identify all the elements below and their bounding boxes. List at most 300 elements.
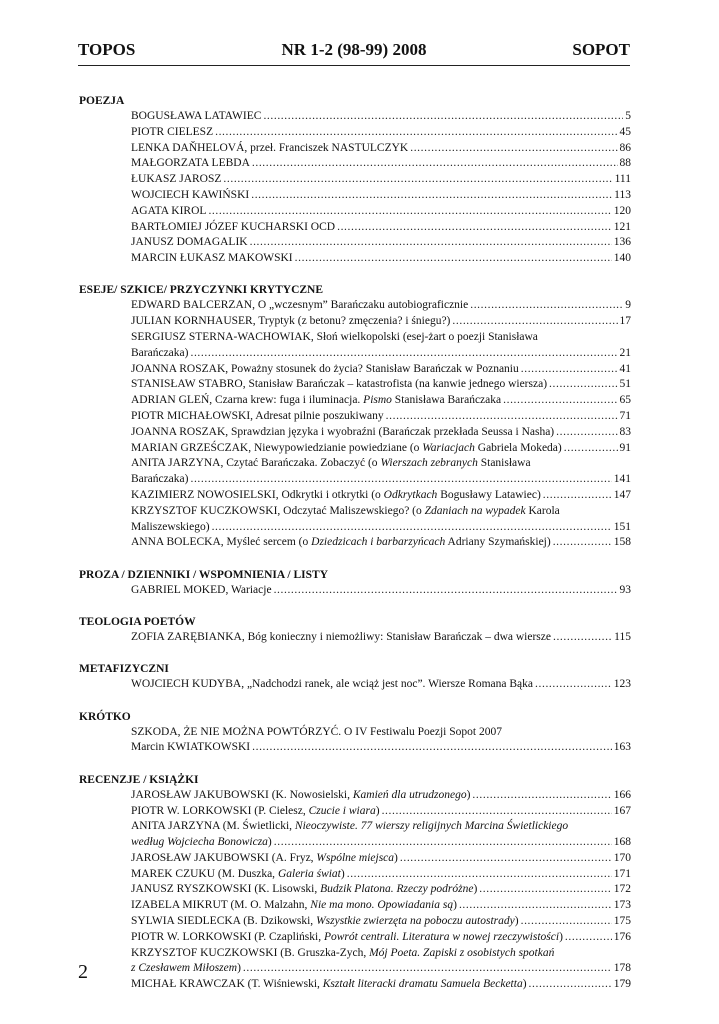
dot-leader [503,393,617,409]
entry-text-part: EDWARD BALCERZAN, O „wczesnym” Barańczaku autobiograficznie [131,299,469,312]
entry-page-number: 83 [619,425,631,438]
entry-text [131,298,468,314]
toc-section [0,93,719,267]
entry-italic-title: Kształt literacki dramatu Samuela Becketta [322,978,523,991]
toc-entry-line [131,819,631,835]
section-title: RECENZJE / KSIĄŻKI [79,773,199,786]
entry-text [131,804,380,820]
entry-page-number: 166 [613,788,631,801]
entry-text [131,535,551,551]
entry-text-part: Stanisława [477,457,531,470]
toc-entry [131,251,631,267]
dot-leader [337,220,612,236]
toc-entry-line [131,409,631,425]
entry-text-part: Adriany Szymańskiej) [445,536,551,549]
toc-section [0,567,719,599]
entry-text [131,330,538,346]
entry-text [131,125,213,141]
toc-entry [131,425,631,441]
dot-leader [208,204,611,220]
entry-text [131,630,551,646]
toc-entry [131,867,631,883]
toc-entry-line [131,977,631,993]
entry-italic-title: Mój Poeta. Zapiski z osobistych spotkań [369,946,555,959]
entry-text-part: Barańczaka) [131,346,189,359]
entry-page-number: 65 [619,394,631,407]
toc-entry [131,156,631,172]
entry-text [131,204,206,220]
running-header [78,40,630,62]
entry-text-part: BOGUSŁAWA LATAWIEC [131,110,262,122]
dot-leader [529,977,612,993]
dot-leader [400,851,612,867]
toc-entry-line [131,393,631,409]
entry-text [131,409,384,425]
entry-text [131,677,533,693]
entry-text [131,251,293,267]
entry-text [131,235,248,251]
entry-text-part: ) [522,978,527,991]
toc-entry-line [131,914,631,930]
toc-entry [131,851,631,867]
toc-entry [131,788,631,804]
entry-text-part: Maliszewskiego) [131,520,210,533]
entry-text-part: STANISŁAW STABRO, Stanisław Barańczak – katastrofista (na kanwie jednego wiersza) [131,378,548,391]
entry-text-part: WOJCIECH KUDYBA, „Nadchodzi ranek, ale wciąż jest noc”. Wiersze Romana Bąka [131,678,534,691]
toc-entry-line [131,188,631,204]
entry-text-part: ) [453,899,457,912]
section-title: POEZJA [79,95,125,107]
toc-entry [131,914,631,930]
entry-text-part: Stanisława Barańczaka [391,394,502,407]
dot-leader [386,409,618,425]
toc-entry-line [131,456,631,472]
entry-page-number: 91 [619,441,631,454]
dot-leader [553,630,612,646]
entry-italic-title: Powrót centrali. Literatura w nowej rzeczywistości [323,930,560,943]
dot-leader [251,188,612,204]
entry-page-number: 115 [614,631,631,644]
entry-page-number: 172 [613,883,631,896]
section-title: TEOLOGIA POETÓW [79,616,196,629]
entry-text-part: LENKA DAŇHELOVÁ, przeł. Franciszek NASTULCZYK [131,141,409,154]
entry-text-part: ANITA JARZYNA, Czytać Barańczaka. Zobaczyć (o [131,457,381,470]
entry-text-part: WOJCIECH KAWIŃSKI [131,188,250,201]
toc-entry [131,819,631,851]
entry-page-number: 41 [619,362,631,375]
entry-text [131,425,554,441]
entry-text-part: SZKODA, ŻE NIE MOŻNA POWTÓRZYĆ. O IV Festiwalu Poezji Sopot 2007 [131,725,502,738]
entry-text [131,346,188,362]
entry-text [131,851,398,867]
toc-entry [131,377,631,393]
entry-text [131,835,272,851]
entry-text [131,977,527,993]
entry-text-part: MICHAŁ KRAWCZAK (T. Wiśniewski, [131,978,323,991]
entry-text [131,472,188,488]
dot-leader [553,535,612,551]
entry-text-part: Barańczaka) [131,473,189,486]
toc-entry-line [131,930,631,946]
entry-page-number: 111 [614,173,631,186]
entry-text-part: GABRIEL MOKED, Wariacje [131,583,272,596]
entry-text [131,188,249,204]
entry-text-part: JOANNA ROSZAK, Sprawdzian języka i wyobraźni (Barańczak przekłada Seussa i Nasha) [131,425,555,438]
entry-page-number: 173 [613,899,631,912]
toc-entry-line [131,377,631,393]
entry-text-part: JANUSZ DOMAGALIK [131,236,248,249]
entry-page-number: 17 [619,315,631,328]
entry-text [131,220,335,236]
entry-text-part: ) [375,804,380,817]
entry-text-part: JAROSŁAW JAKUBOWSKI (K. Nowosielski, [131,788,353,801]
toc-entry [131,946,631,978]
entry-page-number: 88 [619,157,631,170]
entry-italic-title: Odkrytkach [383,489,438,502]
toc-entry [131,220,631,236]
entry-page-number: 93 [619,583,631,596]
toc-entry-line [131,504,631,520]
entry-text [131,377,547,393]
dot-leader [274,835,612,851]
entry-text [131,819,568,835]
toc-entry [131,535,631,551]
toc-entry [131,725,631,757]
toc-entry [131,583,631,599]
dot-leader [212,520,612,536]
entry-text-part: JAROSŁAW JAKUBOWSKI (A. Fryz, [131,851,317,864]
entry-text-part: ZOFIA ZARĘBIANKA, Bóg konieczny i niemożliwy: Stanisław Barańczak – dwa wiersze [131,631,551,644]
toc-entry [131,172,631,188]
toc-entry-line [131,204,631,220]
toc-entry [131,235,631,251]
toc-entry-line [131,804,631,820]
entry-page-number: 171 [613,867,631,880]
entry-italic-title: Czucie i wiara [308,804,376,817]
toc-entry [131,630,631,646]
entry-text [131,141,408,157]
entry-text-part: MARCIN ŁUKASZ MAKOWSKI [131,252,293,265]
entry-text [131,362,519,378]
toc-entry-line [131,630,631,646]
dot-leader [223,172,612,188]
entry-page-number: 120 [613,204,631,217]
entry-text-part: Gabriela Mokeda) [474,441,562,454]
entry-text-part: ) [473,883,478,896]
toc-entry-line [131,851,631,867]
entry-text [131,441,562,457]
entry-text-part: ) [237,962,241,975]
toc-section [0,282,719,551]
table-of-contents [0,93,719,993]
entry-italic-title: z Czesławem Miłoszem [131,962,238,975]
toc-entry-line [131,898,631,914]
toc-entry [131,298,631,314]
entry-page-number: 163 [613,741,631,754]
toc-entry-line [131,125,631,141]
dot-leader [472,788,611,804]
toc-entry-line [131,314,631,330]
dot-leader [243,961,612,977]
toc-entry-line [131,835,631,851]
toc-entry [131,456,631,488]
dot-leader [252,740,612,756]
toc-section [0,772,719,993]
dot-leader [543,488,612,504]
entry-text-part: ANNA BOLECKA, Myśleć sercem (o [131,536,312,549]
entry-text [131,914,519,930]
entry-page-number: 178 [613,962,631,975]
dot-leader [521,362,618,378]
entry-text-part: JOANNA ROSZAK, Poważny stosunek do życia? Stanisław Barańczak w Poznaniu [131,362,519,375]
dot-leader [263,109,623,125]
toc-entry-line [131,788,631,804]
entry-italic-title: Wierszach zebranych [380,457,478,470]
entry-page-number: 168 [613,836,631,849]
toc-entry [131,977,631,993]
entry-text-part: KAZIMIERZ NOWOSIELSKI, Odkrytki i otkrytki (o [131,489,384,502]
toc-entry-line [131,235,631,251]
toc-entry-line [131,725,631,741]
toc-entry-line [131,472,631,488]
entry-text-part: IZABELA MIKRUT (M. O. Malzahn, [131,899,311,912]
entry-page-number: 45 [619,125,631,138]
toc-entry-line [131,156,631,172]
entry-text [131,314,450,330]
toc-entry [131,804,631,820]
toc-entry-line [131,362,631,378]
entry-italic-title: Zdaniach na wypadek [424,504,526,517]
entry-page-number: 136 [613,236,631,249]
toc-section [0,661,719,693]
toc-entry [131,409,631,425]
toc-entry-line [131,251,631,267]
entry-italic-title: Dziedzicach i barbarzyńcach [311,536,446,549]
entry-page-number: 141 [613,473,631,486]
toc-entry-line [131,961,631,977]
entry-italic-title: Budzik Platona. Rzeczy podróżne [320,883,474,896]
toc-entry-line [131,172,631,188]
toc-entry [131,109,631,125]
section-title: PROZA / DZIENNIKI / WSPOMNIENIA / LISTY [79,568,329,581]
dot-leader [470,298,623,314]
entry-page-number: 113 [614,188,631,201]
section-title: KRÓTKO [79,710,131,723]
entry-text-part: JANUSZ RYSZKOWSKI (K. Lisowski, [131,883,321,896]
toc-entry-line [131,740,631,756]
toc-entry [131,330,631,362]
entry-text-part: ) [466,788,471,801]
entry-page-number: 140 [613,252,631,265]
toc-section [0,614,719,646]
entry-text-part: SERGIUSZ STERNA-WACHOWIAK, Słoń wielkopolski (esej-żart o poezji Stanisława [131,331,538,344]
toc-entry [131,488,631,504]
entry-text [131,898,457,914]
journal-title: TOPOS [78,40,136,59]
entry-text-part: PIOTR CIELESZ [131,125,214,138]
toc-entry [131,188,631,204]
entry-text [131,520,210,536]
section-title: ESEJE/ SZKICE/ PRZYCZYNKI KRYTYCZNE [79,284,324,297]
toc-entry [131,314,631,330]
entry-text [131,393,501,409]
dot-leader [274,583,618,599]
entry-text [131,930,563,946]
entry-page-number: 121 [613,220,631,233]
toc-entry [131,204,631,220]
entry-italic-title: Nie ma mono. Opowiadania są [310,899,454,912]
entry-text [131,172,221,188]
entry-text-part: ) [340,867,345,880]
toc-entry [131,393,631,409]
issue-number: NR 1-2 (98-99) 2008 [281,40,427,59]
entry-text-part: ) [394,851,398,864]
toc-entry-line [131,535,631,551]
dot-leader [564,441,618,457]
dot-leader [565,930,612,946]
toc-entry-line [131,677,631,693]
entry-text-part: SYLWIA SIEDLECKA (B. Dzikowski, [131,915,317,928]
dot-leader [479,882,611,898]
page-number: 2 [78,961,88,983]
dot-leader [521,914,612,930]
entry-page-number: 158 [613,536,631,549]
toc-entry [131,898,631,914]
entry-text [131,740,250,756]
toc-entry [131,125,631,141]
dot-leader [410,141,617,157]
entry-text [131,882,477,898]
entry-text [131,456,531,472]
toc-entry [131,504,631,536]
entry-page-number: 167 [613,804,631,817]
toc-entry [131,930,631,946]
entry-italic-title: Wszystkie zwierzęta na poboczu autostrady [316,915,515,928]
toc-entry-line [131,867,631,883]
dot-leader [252,156,618,172]
toc-entry-line [131,425,631,441]
entry-page-number: 123 [613,678,631,691]
toc-entry [131,677,631,693]
entry-text-part: MARIAN GRZEŚCZAK, Niewypowiedzianie powiedziane (o [131,441,423,454]
entry-text-part: PIOTR W. LORKOWSKI (P. Czapliński, [131,930,324,943]
toc-entry [131,441,631,457]
entry-page-number: 5 [625,110,631,122]
entry-text-part: ANITA JARZYNA (M. Świetlicki, [131,820,295,833]
entry-page-number: 147 [613,489,631,502]
toc-entry-line [131,488,631,504]
entry-text [131,725,502,741]
entry-italic-title: Wariacjach [422,441,475,454]
toc-entry-line [131,882,631,898]
header-rule [78,65,630,66]
entry-text-part: ) [559,930,563,943]
dot-leader [215,125,617,141]
toc-entry-line [131,946,631,962]
entry-text [131,109,261,125]
entry-text-part: JULIAN KORNHAUSER, Tryptyk (z betonu? zmęczenia? i śniegu?) [131,315,451,328]
entry-text-part: PIOTR MICHAŁOWSKI, Adresat pilnie poszukiwany [131,410,384,423]
entry-text-part: PIOTR W. LORKOWSKI (P. Cielesz, [131,804,309,817]
entry-text-part: MAŁGORZATA LEBDA [131,157,250,170]
entry-text-part: ŁUKASZ JAROSZ [131,173,222,186]
entry-text [131,946,554,962]
entry-text [131,583,272,599]
toc-entry [131,141,631,157]
entry-page-number: 9 [625,299,631,312]
dot-leader [535,677,612,693]
toc-entry-line [131,141,631,157]
entry-text-part: ) [267,836,272,849]
entry-text-part: KRZYSZTOF KUCZKOWSKI (B. Gruszka-Zych, [131,946,370,959]
entry-text [131,156,250,172]
dot-leader [190,346,617,362]
entry-text [131,867,345,883]
toc-entry-line [131,520,631,536]
entry-text-part: Bogusławy Latawiec) [437,489,541,502]
entry-italic-title: Nieoczywiste. 77 wierszy religijnych Marcina Świetlickiego [294,820,569,833]
entry-page-number: 151 [613,520,631,533]
toc-entry [131,882,631,898]
dot-leader [556,425,617,441]
entry-italic-title: Wspólne miejsca [316,851,395,864]
entry-text [131,788,470,804]
entry-italic-title: Pismo [363,394,392,407]
dot-leader [452,314,617,330]
entry-text-part: MAREK CZUKU (M. Duszka, [131,867,278,880]
entry-text [131,961,241,977]
dot-leader [347,867,612,883]
dot-leader [295,251,612,267]
dot-leader [250,235,612,251]
toc-entry-line [131,583,631,599]
entry-text-part: KRZYSZTOF KUCZKOWSKI, Odczytać Maliszewskiego? (o [131,504,425,517]
toc-entry-line [131,220,631,236]
entry-page-number: 176 [613,930,631,943]
dot-leader [549,377,617,393]
dot-leader [190,472,611,488]
city-name: SOPOT [572,40,630,59]
toc-entry-line [131,109,631,125]
entry-italic-title: Kamień dla utrudzonego [352,788,467,801]
entry-page-number: 179 [613,978,631,991]
entry-italic-title: Galeria świat [277,867,341,880]
entry-text [131,488,541,504]
toc-section [0,709,719,757]
entry-text [131,504,560,520]
entry-text-part: BARTŁOMIEJ JÓZEF KUCHARSKI OCD [131,220,336,233]
toc-entry-line [131,346,631,362]
entry-text-part: Karola [525,504,560,517]
entry-text-part: AGATA KIROL [131,204,207,217]
entry-page-number: 175 [613,915,631,928]
entry-page-number: 170 [613,851,631,864]
toc-entry [131,362,631,378]
toc-entry-line [131,330,631,346]
entry-page-number: 51 [619,378,631,391]
entry-page-number: 21 [619,346,631,359]
entry-text-part: Marcin KWIATKOWSKI [131,741,251,754]
toc-entry-line [131,298,631,314]
entry-italic-title: według Wojciecha Bonowicza [131,836,268,849]
entry-page-number: 71 [619,410,631,423]
entry-page-number: 86 [619,141,631,154]
dot-leader [382,804,612,820]
entry-text-part: ) [514,915,519,928]
dot-leader [459,898,612,914]
section-title: METAFIZYCZNI [79,663,169,676]
entry-text-part: ADRIAN GLEŃ, Czarna krew: fuga i iluminacja. [131,394,364,407]
